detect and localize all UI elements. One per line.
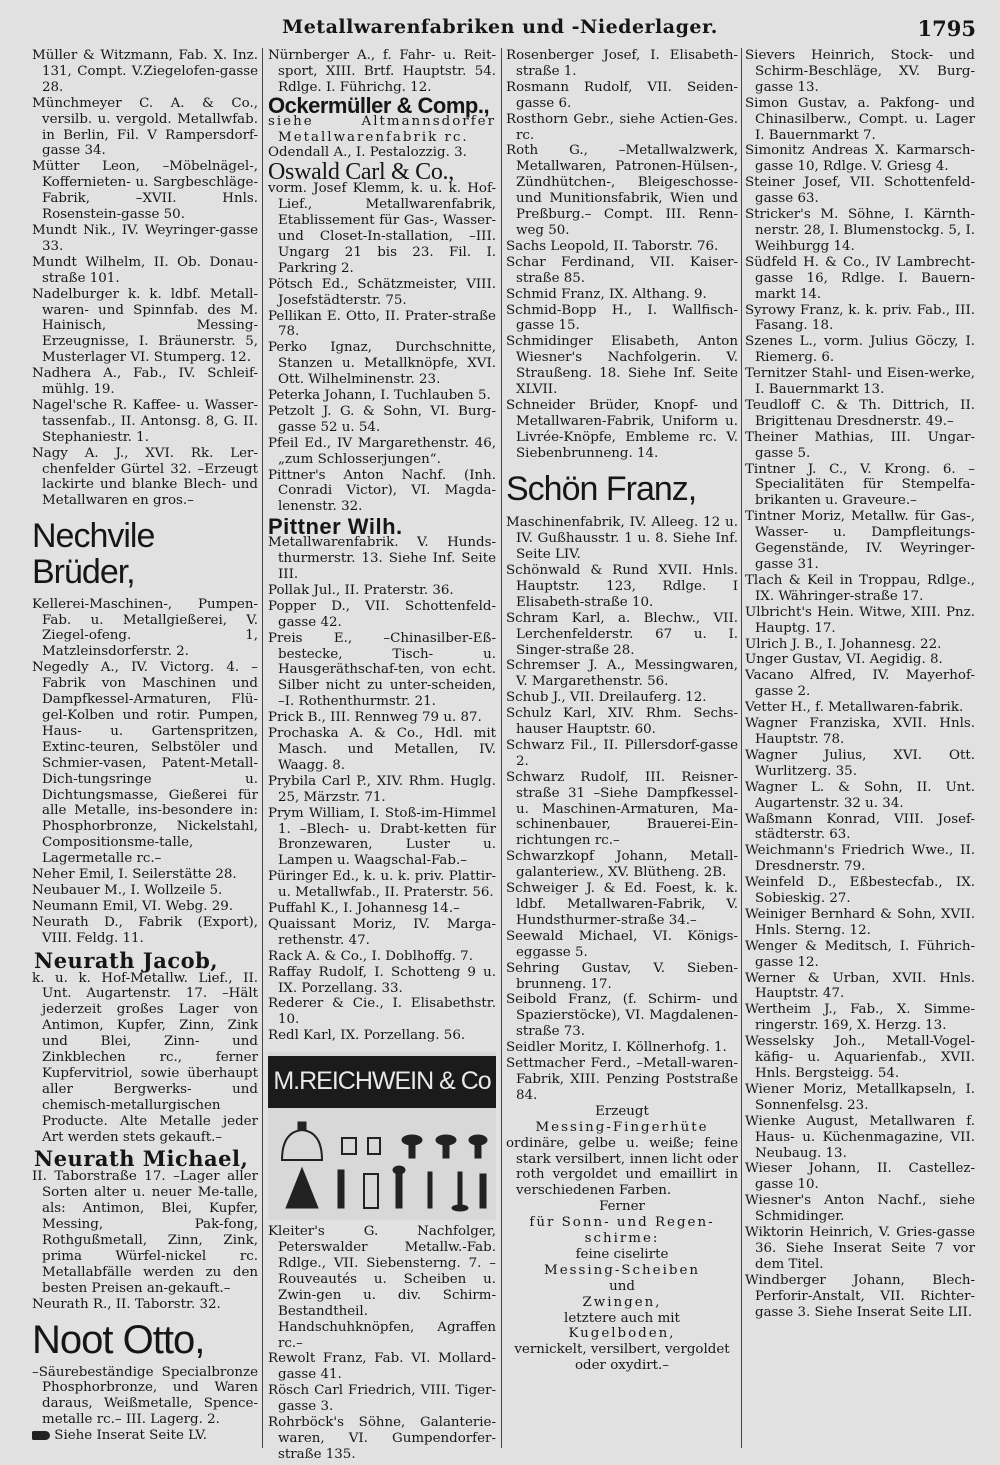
list-item: Mundt Wilhelm, II. Ob. Donau-straße 101. (32, 254, 258, 286)
list-item: Schweiger J. & Ed. Foest, k. k. ldbf. Metallwaren-Fabrik, V. Hundsthurmer-straße 34.– (506, 881, 738, 928)
list-item: Pellikan E. Otto, II. Prater-straße 78. (268, 308, 496, 340)
list-item: Schmid-Bopp H., I. Wallfisch-gasse 15. (506, 302, 738, 334)
list-item: Wagner Julius, XVI. Ott. Wurlitzerg. 35. (745, 747, 975, 779)
list-item: Redl Karl, IX. Porzellang. 56. (268, 1028, 466, 1044)
column-1 (32, 48, 258, 1450)
column-4 (745, 48, 975, 1450)
list-item: Schwarz Rudolf, III. Reisner-straße 31 –Siehe Dampfkessel-u. Maschinen-Armaturen, Ma-schinenbauer, Brauerei-Ein-richtungen rc.– (506, 769, 738, 849)
list-item: Theiner Mathias, III. Ungar-gasse 5. (745, 429, 975, 461)
list-item: Wieser Johann, II. Castellez-gasse 10. (745, 1161, 975, 1193)
list-item: II. Taborstraße 17. –Lager aller Sorten alter u. neuer Me-talle, als: Antimon, Blei, Kupfer, Messing, Pak-fong, Rothgußmetall, Zinn, Zink, prima Würfel-nickel rc. Metallabfälle werden zu den besten Preisen an-gekauft.– (32, 1169, 258, 1296)
list-item: Schub J., VII. Dreilauferg. 12. (506, 690, 707, 706)
advertisement-heading: Noot Otto, (32, 1317, 205, 1362)
list-item: Schram Karl, a. Blechw., VII. Lerchenfelderstr. 67 u. I. Singer-straße 28. (506, 610, 738, 658)
list-item: Prochaska A. & Co., Hdl. mit Masch. und Metallen, IV. Waagg. 8. (268, 726, 496, 773)
list-item: Steiner Josef, VII. Schottenfeld-gasse 63. (745, 175, 975, 207)
advertisement-heading: Oswald Carl & Co., (268, 159, 454, 186)
list-item: Neher Emil, I. Seilerstätte 28. (32, 867, 237, 883)
list-item: Pollak Jul., II. Praterstr. 36. (268, 582, 454, 598)
ad-line: und (609, 1278, 635, 1294)
list-item: Popper D., VII. Schottenfeld-gasse 42. (268, 598, 496, 630)
list-item: Mundt Nik., IV. Weyringer-gasse 33. (32, 222, 258, 254)
list-item: Wiktorin Heinrich, V. Gries-gasse 36. Siehe Inserat Seite 7 vor dem Titel. (745, 1225, 975, 1272)
inserat-reference: Siehe Inserat Seite LV. (54, 1428, 208, 1444)
list-item: Rack A. & Co., I. Doblhoffg. 7. (268, 948, 473, 964)
list-item: Schwarz Fil., II. Pillersdorf-gasse 2. (506, 737, 738, 769)
list-item: Schulz Karl, XIV. Rhm. Sechs-hauser Hauptstr. 60. (506, 706, 738, 738)
list-item: Weichmann's Friedrich Wwe., II. Dresdnerstr. 79. (745, 843, 975, 875)
list-item: Schwarzkopf Johann, Metall-galanteriew., XV. Blütheng. 2B. (506, 849, 738, 881)
list-item: Syrowy Franz, k. k. priv. Fab., III. Fasang. 18. (745, 302, 975, 334)
list-item: Nagy A. J., XVI. Rk. Ler-chenfelder Gürtel 32. –Erzeugt lackirte und blanke Blech- und Metallwaren en gros.– (32, 445, 258, 509)
list-item: Nürnberger A., f. Fahr- u. Reit-sport, XIII. Brtf. Hauptstr. 54. Rdlge. I. Führichg. 12. (268, 48, 496, 95)
list-item: Rosenberger Josef, I. Elisabeth-straße 1. (506, 48, 738, 79)
page-header (0, 14, 1000, 48)
list-item: Püringer Ed., k. u. k. priv. Plattir-u. Metallwfab., II. Praterstr. 56. (268, 869, 496, 901)
list-item: Rederer & Cie., I. Elisabethstr. 10. (268, 996, 496, 1028)
list-item: Ulbricht's Hein. Witwe, XIII. Pnz. Hauptg. 17. (745, 604, 975, 636)
list-item: Pötsch Ed., Schätzmeister, VIII. Josefstädterstr. 75. (268, 276, 496, 308)
list-item: Mütter Leon, –Möbelnägel-, Koffernieten- u. Sargbeschläge-Fabrik, –XVII. Hnls. Rosenstein-gasse 50. (32, 159, 258, 223)
list-item: Pittner's Anton Nachf. (Inh. Conradi Victor), VI. Magda-lenenstr. 32. (268, 467, 496, 515)
ad-line: Messing-Scheiben (543, 1262, 700, 1278)
list-item: Schneider Brüder, Knopf- und Metallwaren-Fabrik, Uniform u. Livrée-Knöpfe, Embleme rc. V. Siebenbrunneng. 14. (506, 397, 738, 461)
column-2 (268, 48, 496, 1462)
column-rule (262, 48, 263, 1448)
list-item: Müller & Witzmann, Fab. X. Inz. 131, Compt. V.Ziegelofen-gasse 28. (32, 48, 258, 95)
list-item: k. u. k. Hof-Metallw. Lief., II. Unt. Augartenstr. 17. –Hält jederzeit großes Lager von Antimon, Kupfer, Zinn, Zink und Blei, Zinn- und Zinkblechen rc., ferner Kupfervitriol, sowie überhaupt aller Bergwerks- und chemisch-metallurgischen Producte. Alte Metalle jeder Art werden stets gekauft.– (32, 970, 258, 1145)
list-item: Wesselsky Joh., Metall-Vogel-käfig- u. Aquarienfab., XVII. Hnls. Bergsteigg. 54. (745, 1034, 975, 1081)
ad-line: Ferner (599, 1199, 645, 1215)
ad-line: Messing-Fingerhüte (535, 1119, 709, 1135)
reichwein-banner: M.REICHWEIN & Co (268, 1056, 496, 1108)
ad-text: ordinäre, gelbe u. weiße; feine stark versilbert, innen licht oder roth vergoldet und emaillirt in verschiedenen Farben. (506, 1135, 738, 1199)
list-item: Tlach & Keil in Troppau, Rdlge., IX. Währinger-straße 17. (745, 572, 975, 604)
list-item: vorm. Josef Klemm, k. u. k. Hof-Lief., Metallwarenfabrik, Etablissement für Gas-, Wasser- und Closet-In-stallation, –III. Ungarg 21 bis 23. Fil. I. Parkring 2. (268, 181, 496, 276)
ad-line: letztere auch mit (564, 1310, 680, 1326)
column-rule (501, 48, 502, 1448)
list-item: Schmidinger Elisabeth, Anton Wiesner's Nachfolgerin. V. Straußeng. 18. Siehe Inf. Seite XLVII. (506, 334, 738, 398)
list-item: Wagner Franziska, XVII. Hnls. Hauptstr. 78. (745, 716, 975, 747)
list-item: Schremser J. A., Messingwaren, V. Margarethenstr. 56. (506, 658, 738, 690)
list-item: Sehring Gustav, V. Sieben-brunneng. 17. (506, 960, 738, 992)
list-item: Nadhera A., Fab., IV. Schleif-mühlg. 19. (32, 366, 258, 398)
list-item: Wenger & Meditsch, I. Führich-gasse 12. (745, 938, 975, 970)
list-item: Rosthorn Gebr., siehe Actien-Ges. rc. (506, 111, 738, 143)
ad-line: für Sonn- und Regen-schirme: (529, 1215, 715, 1247)
list-item: Petzolt J. G. & Sohn, VI. Burg-gasse 52 u. 54. (268, 403, 496, 435)
list-item: Odendall A., I. Pestalozzig. 3. (268, 145, 467, 161)
list-item (32, 1428, 258, 1444)
list-item: Wiesner's Anton Nachf., siehe Schmidinger. (745, 1193, 975, 1225)
list-item: Ternitzer Stahl- und Eisen-werke, I. Bauernmarkt 13. (745, 366, 975, 398)
list-item: Rosmann Rudolf, VII. Seiden-gasse 6. (506, 79, 738, 111)
ad-line: feine ciselirte (575, 1246, 669, 1262)
column-3 (506, 48, 738, 1450)
list-item: Simon Gustav, a. Pakfong- und Chinasilberw., Compt. u. Lager I. Bauernmarkt 7. (745, 95, 975, 143)
list-item: Negedly A., IV. Victorg. 4. –Fabrik von Maschinen und Dampfkessel-Armaturen, Flü-gel-Kolben und rotir. Pumpen, Haus- u. Gartenspritzen, Extinc-teuren, Selbstöler und Schmier-vasen, Patent-Metall-Dich-tungsringe u. Dichtungsmasse, Gießerei für alle Metalle, ins-besondere in: Phosphorbronze, Nickelstahl, Compositionsme-talle, Lagermetalle rc.– (32, 660, 258, 867)
list-item: Raffay Rudolf, I. Schotteng 9 u. IX. Porzellang. 33. (268, 964, 496, 996)
list-item: Nadelburger k. k. ldbf. Metall-waren- und Spinnfab. des M. Hainisch, Messing-Erzeugnisse, I. Bräunerstr. 5, Musterlager VI. Stumperg. 12. (32, 286, 258, 366)
advertisement-heading: Neurath Michael, (34, 1146, 249, 1172)
list-item: Tintner Moriz, Metallw. für Gas-, Wasser- u. Dampfleitungs-Gegenstände, IV. Weyringer-gasse 31. (745, 509, 975, 572)
list-item: Seewald Michael, VI. Königs-eggasse 5. (506, 928, 738, 960)
list-item: Südfeld H. & Co., IV Lambrecht-gasse 16, Rdlge. I. Bauern-markt 14. (745, 254, 975, 302)
list-item: Quaissant Moriz, IV. Marga-rethenstr. 47. (268, 916, 496, 948)
list-item: Roth G., –Metallwalzwerk, Metallwaren, Patronen-Hülsen-, Zündhütchen-, Bleigeschosse- und Munitionsfabrik, Wien und Preßburg.– Compt. III. Renn-weg 50. (506, 143, 738, 238)
list-item: Vacano Alfred, IV. Mayerhof-gasse 2. (745, 668, 975, 700)
list-item: Kellerei-Maschinen-, Pumpen-Fab. u. Metallgießerei, V. Ziegel-ofeng. 1, Matzleinsdorferstr. 2. (32, 596, 258, 660)
list-item: Wertheim J., Fab., X. Simme-ringerstr. 169, X. Herzg. 13. (745, 1002, 975, 1034)
list-item: siehe Altmannsdorfer Metallwarenfabrik rc. (268, 113, 496, 145)
list-item: Tintner J. C., V. Krong. 6. –Specialitäten für Stempelfa-brikanten u. Graveure.– (745, 461, 975, 509)
pointing-hand-icon (32, 1431, 50, 1440)
advertisement-heading: Nechvile Brüder, (32, 517, 155, 591)
list-item: Perko Ignaz, Durchschnitte, Stanzen u. Metallknöpfe, XVI. Ott. Wilhelminenstr. 23. (268, 340, 496, 388)
reichwein-advertisement (268, 1052, 496, 1220)
list-item: Schmid Franz, IX. Althang. 9. (506, 286, 707, 302)
list-item: Stricker's M. Söhne, I. Kärnth-nerstr. 28, I. Blumenstockg. 5, I. Weihburgg 14. (745, 207, 975, 254)
list-item: Preis E., –Chinasilber-Eß-bestecke, Tisch- u. Hausgeräthschaf-ten, von echt. Silber nicht zu unter-scheiden, –I. Rothenthurmstr. 21. (268, 630, 496, 710)
ad-line: vernickelt, versilbert, vergoldet oder oxydirt.– (514, 1342, 730, 1374)
advertisement-heading: Ockermüller & Comp., (268, 92, 490, 118)
column-rule (741, 48, 742, 1448)
list-item: Wiener Moriz, Metallkapseln, I. Sonnenfelsg. 23. (745, 1081, 975, 1113)
advertisement-heading: Schön Franz, (506, 469, 697, 508)
list-item: Seidler Moritz, I. Köllnerhofg. 1. (506, 1040, 727, 1056)
list-item: Pfeil Ed., IV Margarethenstr. 46, „zum Schlosserjungen“. (268, 435, 496, 467)
list-item: Waßmann Konrad, VIII. Josef-städterstr. 63. (745, 811, 975, 843)
list-item: Weinfeld D., Eßbestecfab., IX. Sobieskig. 27. (745, 875, 975, 907)
list-item: Wienke August, Metallwaren f. Haus- u. Küchenmagazine, VII. Neubaug. 13. (745, 1113, 975, 1161)
list-item: Maschinenfabrik, IV. Alleeg. 12 u. IV. Gußhausstr. 1 u. 8. Siehe Inf. Seite LIV. (506, 515, 738, 563)
list-item: Sachs Leopold, II. Taborstr. 76. (506, 238, 719, 254)
list-item: Szenes L., vorm. Julius Göczy, I. Riemerg. 6. (745, 334, 975, 366)
advertisement-heading: Neurath Jacob, (34, 947, 219, 973)
advertisement-heading: Pittner Wilh. (268, 514, 403, 540)
list-item: Münchmeyer C. A. & Co., versilb. u. vergold. Metallwfab. in Berlin, Fil. V Rampersdorf-gasse 34. (32, 95, 258, 159)
list-item: Wagner L. & Sohn, II. Unt. Augartenstr. 32 u. 34. (745, 779, 975, 811)
list-item: Kleiter's G. Nachfolger, Peterswalder Metallw.-Fab. Rdlge., VII. Siebensterng. 7. –Rouveautés u. Scheiben u. Zwin-gen u. div. Schirm-Bestandtheil. Handschuhknöpfen, Agraffen rc.– (268, 1224, 496, 1351)
list-item: Werner & Urban, XVII. Hnls. Hauptstr. 47. (745, 970, 975, 1002)
list-item: Neurath R., II. Taborstr. 32. (32, 1296, 221, 1312)
list-item: Simonitz Andreas X. Karmarsch-gasse 10, Rdlge. V. Griesg 4. (745, 143, 975, 175)
list-item: Puffahl K., I. Johannesg 14.– (268, 901, 460, 917)
list-item: Schönwald & Rund XVII. Hnls. Hauptstr. 123, Rdlge. I Elisabeth-straße 10. (506, 562, 738, 610)
list-item: Ulrich J. B., I. Johannesg. 22. (745, 636, 942, 652)
hardware-illustration (268, 1112, 496, 1216)
page-number: 1795 (917, 16, 976, 41)
list-item: Schar Ferdinand, VII. Kaiser-straße 85. (506, 254, 738, 286)
list-item: Prybila Carl P., XIV. Rhm. Huglg. 25, Märzstr. 71. (268, 773, 496, 805)
page-title: Metallwarenfabriken und -Niederlager. (282, 16, 718, 38)
list-item: Rohrböck's Söhne, Galanterie-waren, VI. Gumpendorfer-straße 135. (268, 1415, 496, 1462)
list-item: Seibold Franz, (f. Schirm- und Spazierstöcke), VI. Magdalenen-straße 73. (506, 992, 738, 1040)
list-item: Vetter H., f. Metallwaren-fabrik. (745, 700, 964, 716)
list-item: Rösch Carl Friedrich, VIII. Tiger-gasse 3. (268, 1383, 496, 1415)
list-item: Teudloff C. & Th. Dittrich, II. Brigittenau Dresdnerstr. 49.– (745, 397, 975, 429)
list-item: Neurath D., Fabrik (Export), VIII. Feldg. 11. (32, 914, 258, 946)
ad-line: Kugelboden, (568, 1326, 676, 1342)
list-item: Peterka Johann, I. Tuchlauben 5. (268, 388, 491, 404)
list-item: Unger Gustav, VI. Aegidig. 8. (745, 652, 943, 668)
list-item: Settmacher Ferd., –Metall-waren-Fabrik, XIII. Penzing Poststraße 84. (506, 1056, 738, 1103)
list-item: Neubauer M., I. Wollzeile 5. (32, 882, 223, 898)
list-item: Metallwarenfabrik. V. Hunds-thurmerstr. 13. Siehe Inf. Seite III. (268, 535, 496, 582)
list-item: Windberger Johann, Blech-Perforir-Anstalt, VII. Richter-gasse 3. Siehe Inserat Seite LII. (745, 1272, 975, 1320)
list-item: Prym William, I. Stoß-im-Himmel 1. –Blech- u. Drabt-ketten für Bronzewaren, Luster u. Lampen u. Waagschal-Fab.– (268, 805, 496, 869)
list-item: Nagel'sche R. Kaffee- u. Wasser-tassenfab., II. Antonsg. 8, G. II. Stephaniestr. 1. (32, 397, 258, 445)
ad-line: Erzeugt (595, 1103, 649, 1119)
list-item: Prick B., III. Rennweg 79 u. 87. (268, 710, 482, 726)
list-item: –Säurebeständige Specialbronze Phosphorbronze, und Waren daraus, Weißmetalle, Spence-metalle rc.– III. Lagerg. 2. (32, 1364, 258, 1428)
list-item: Weiniger Bernhard & Sohn, XVII. Hnls. Sterng. 12. (745, 906, 975, 938)
list-item: Rewolt Franz, Fab. VI. Mollard-gasse 41. (268, 1351, 496, 1383)
list-item: Sievers Heinrich, Stock- und Schirm-Beschläge, XV. Burg-gasse 13. (745, 48, 975, 95)
list-item: Neumann Emil, VI. Webg. 29. (32, 898, 234, 914)
ad-line: Zwingen, (582, 1294, 662, 1310)
